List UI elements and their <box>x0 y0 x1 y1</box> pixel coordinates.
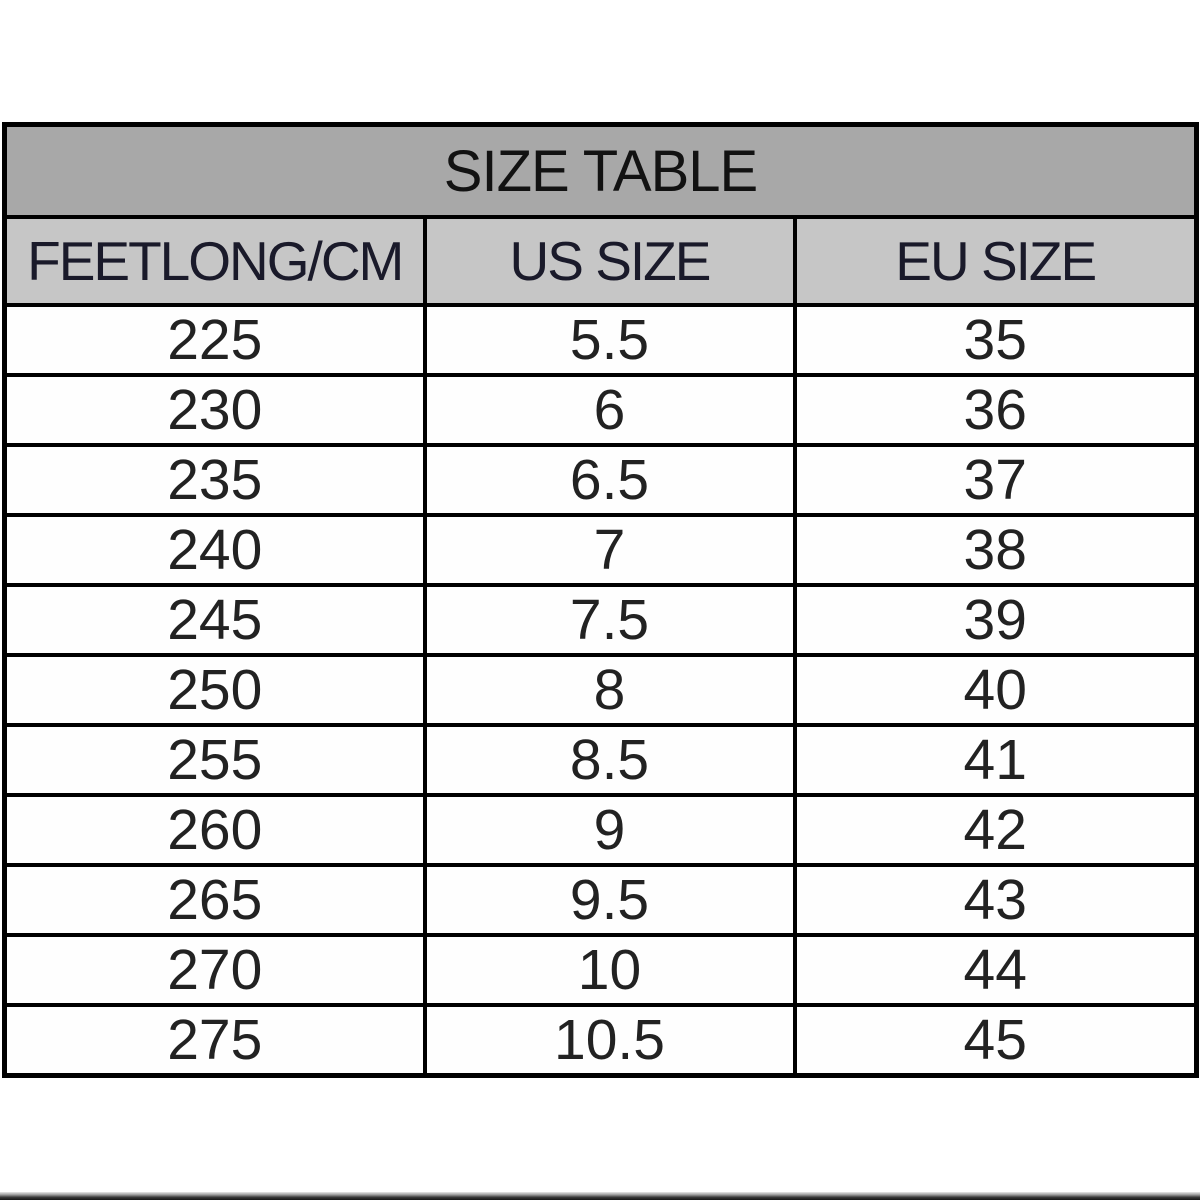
table-cell-feetlong: 275 <box>5 1005 425 1076</box>
bottom-edge-bar <box>0 1192 1200 1200</box>
table-cell-feetlong: 255 <box>5 725 425 795</box>
table-row <box>5 655 1197 725</box>
table-row <box>5 515 1197 585</box>
table-cell-us-size: 8 <box>425 655 795 725</box>
table-title-row <box>5 125 1197 218</box>
column-header-us-size: US SIZE <box>425 217 795 305</box>
table-cell-eu-size: 37 <box>795 445 1197 515</box>
table-cell-eu-size: 40 <box>795 655 1197 725</box>
table-cell-eu-size: 44 <box>795 935 1197 1005</box>
table-cell-eu-size: 42 <box>795 795 1197 865</box>
table-cell-feetlong: 260 <box>5 795 425 865</box>
table-row <box>5 865 1197 935</box>
table-row <box>5 305 1197 375</box>
table-cell-us-size: 6 <box>425 375 795 445</box>
column-header-eu-size: EU SIZE <box>795 217 1197 305</box>
table-cell-us-size: 9.5 <box>425 865 795 935</box>
table-cell-us-size: 10 <box>425 935 795 1005</box>
table-cell-us-size: 6.5 <box>425 445 795 515</box>
table-row <box>5 375 1197 445</box>
table-cell-feetlong: 225 <box>5 305 425 375</box>
table-title: SIZE TABLE <box>5 125 1197 218</box>
table-cell-feetlong: 245 <box>5 585 425 655</box>
table-cell-eu-size: 38 <box>795 515 1197 585</box>
table-cell-feetlong: 230 <box>5 375 425 445</box>
table-cell-eu-size: 43 <box>795 865 1197 935</box>
table-row <box>5 795 1197 865</box>
table-row <box>5 585 1197 655</box>
table-cell-us-size: 7 <box>425 515 795 585</box>
table-row <box>5 445 1197 515</box>
table-cell-eu-size: 35 <box>795 305 1197 375</box>
table-cell-feetlong: 270 <box>5 935 425 1005</box>
size-table <box>2 122 1199 1078</box>
table-cell-eu-size: 45 <box>795 1005 1197 1076</box>
table-cell-us-size: 7.5 <box>425 585 795 655</box>
table-cell-eu-size: 41 <box>795 725 1197 795</box>
table-header-row <box>5 217 1197 305</box>
table-cell-us-size: 9 <box>425 795 795 865</box>
table-cell-us-size: 10.5 <box>425 1005 795 1076</box>
table-row <box>5 935 1197 1005</box>
table-cell-feetlong: 265 <box>5 865 425 935</box>
table-cell-eu-size: 39 <box>795 585 1197 655</box>
column-header-feetlong-cm: FEETLONG/CM <box>5 217 425 305</box>
table-cell-eu-size: 36 <box>795 375 1197 445</box>
table-cell-us-size: 5.5 <box>425 305 795 375</box>
table-cell-feetlong: 250 <box>5 655 425 725</box>
table-cell-feetlong: 240 <box>5 515 425 585</box>
table-cell-us-size: 8.5 <box>425 725 795 795</box>
table-cell-feetlong: 235 <box>5 445 425 515</box>
table-row <box>5 725 1197 795</box>
table-row <box>5 1005 1197 1076</box>
